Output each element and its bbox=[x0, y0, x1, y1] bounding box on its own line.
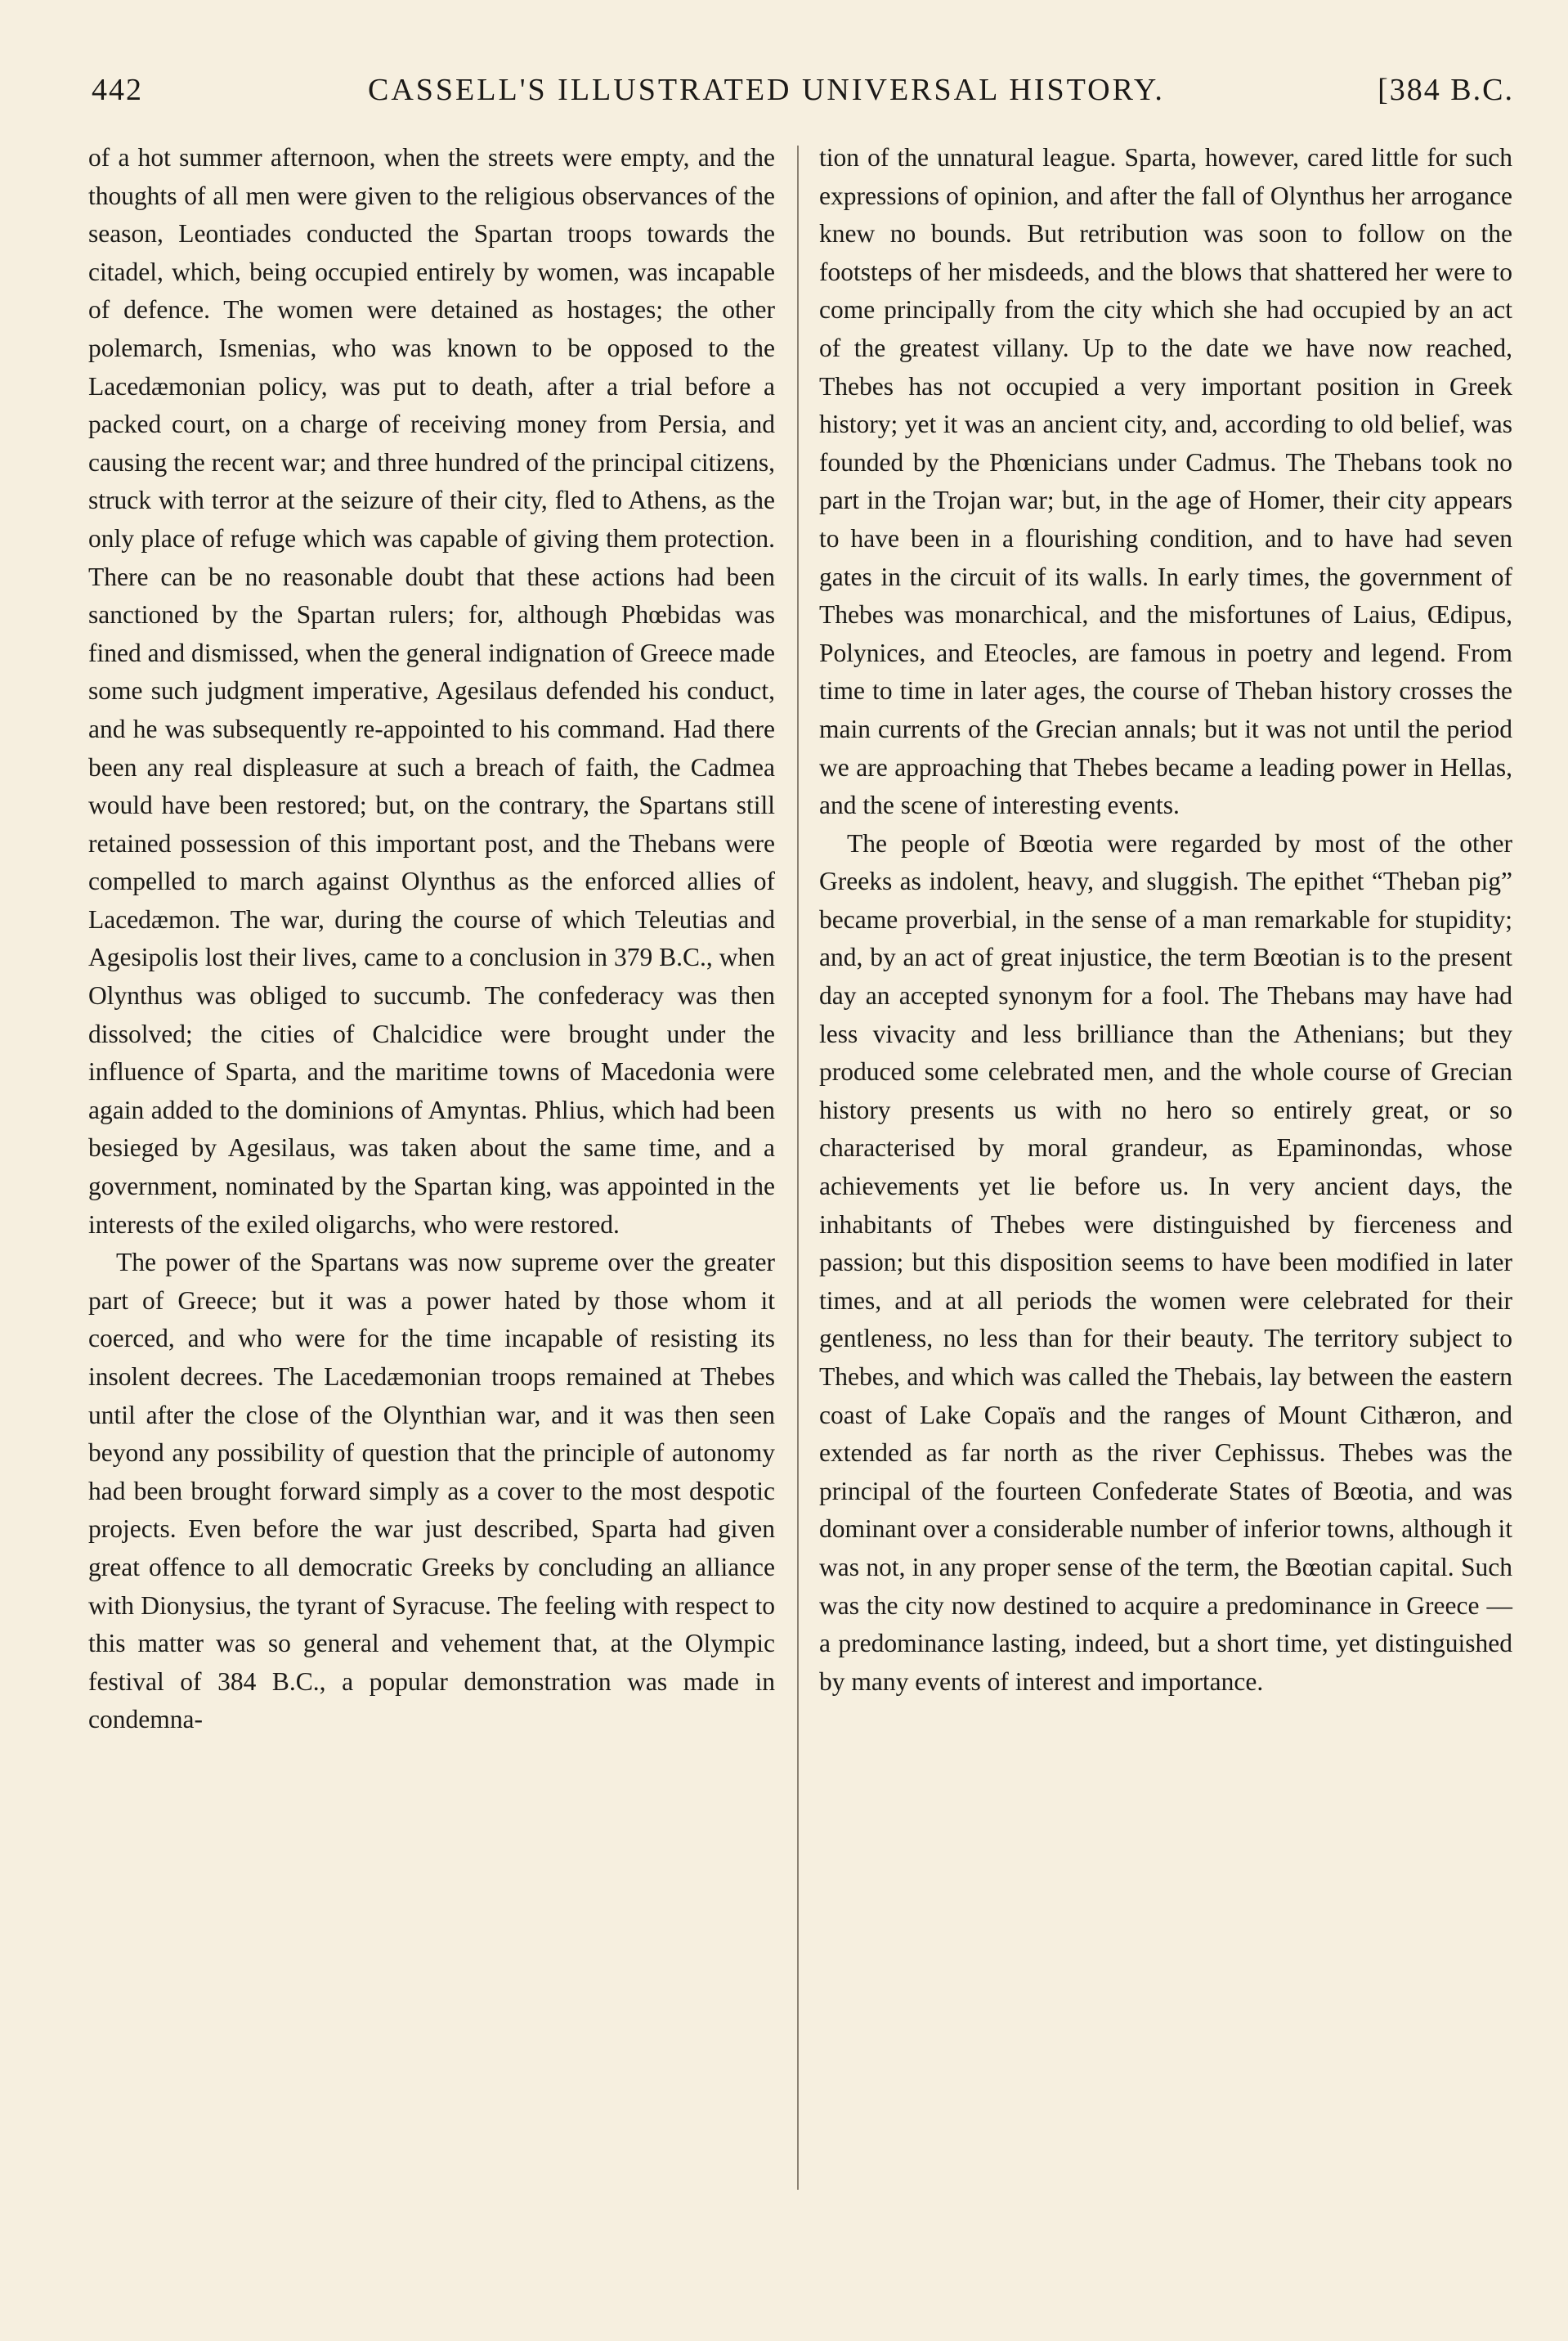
column-divider bbox=[797, 146, 799, 2190]
right-paragraph-2: The people of Bœotia were regarded by most of the other Greeks as indolent, heavy, and sluggish. The epithet “Theban pig” became proverbial, in the sense of a man remarkable for stupidity; and, by an act of great injustice, the term Bœotian is to the present day an accepted synonym for a fool. The Thebans may have had less vivacity and less brilliance than the Athenians; but they produced some celebrated men, and the whole course of Grecian history presents us with no hero so entirely great, or so characterised by moral grandeur, as Epaminondas, whose achievements yet lie before us. In very ancient days, the inhabitants of Thebes were distinguished by fierceness and passion; but this disposition seems to have been modified in later times, and at all periods the women were celebrated for their gentleness, no less than for their beauty. The territory subject to Thebes, and which was called the Thebais, lay between the eastern coast of Lake Copaïs and the ranges of Mount Cithæron, and extended as far north as the river Cephissus. Thebes was the principal of the fourteen Confederate States of Bœotia, and was dominant over a considerable number of inferior towns, although it was not, in any proper sense of the term, the Bœotian capital. Such was the city now destined to acquire a predominance in Greece —a predominance lasting, indeed, but a short time, yet distinguished by many events of interest and importance. bbox=[819, 828, 1512, 1696]
date-reference: [384 B.C. bbox=[1378, 73, 1514, 107]
right-paragraph-1: tion of the unnatural league. Sparta, however, cared little for such expressions of opinion, and after the fall of Olynthus her arrogance knew no bounds. But retribution was soon to follow on the footsteps of her misdeeds, and the blows that shattered her were to come principally from the city which she had occupied by an act of the greatest villany. Up to the date we have now reached, Thebes has not occupied a very important position in Greek history; yet it was an ancient city, and, according to old belief, was founded by the Phœnicians under Cadmus. The Thebans took no part in the Trojan war; but, in the age of Homer, their city appears to have been in a flourishing condition, and to have had seven gates in the circuit of its walls. In early times, the government of Thebes was monarchical, and the misfortunes of Laius, Œdipus, Polynices, and Eteocles, are famous in poetry and legend. From time to time in later ages, the course of Theban history crosses the main currents of the Grecian annals; but it was not until the period we are approaching that Thebes became a leading power in Hellas, and the scene of interesting events. bbox=[819, 143, 1512, 820]
left-paragraph-2: The power of the Spartans was now supreme over the greater part of Greece; but it was a power hated by those whom it coerced, and who were for the time incapable of resisting its insolent decrees. The Lacedæmonian troops remained at Thebes until after the close of the Olynthian war, and it was then seen beyond any possibility of question that the principle of autonomy had been brought forward simply as a cover to the most despotic projects. Even before the war just described, Sparta had given great offence to all democratic Greeks by concluding an alliance with Dionysius, the tyrant of Syracuse. The feeling with respect to this matter was so general and vehement that, at the Olympic festival of 384 B.C., a popular demonstration was made in condemna- bbox=[88, 1248, 775, 1734]
left-column bbox=[88, 139, 775, 1739]
right-column bbox=[819, 139, 1512, 1701]
page-number: 442 bbox=[92, 73, 143, 107]
running-header bbox=[92, 72, 1514, 121]
left-paragraph-1: of a hot summer afternoon, when the streets were empty, and the thoughts of all men were given to the religious observances of the season, Leontiades conducted the Spartan troops towards the citadel, which, being occupied entirely by women, was incapable of defence. The women were detained as hostages; the other polemarch, Ismenias, who was known to be opposed to the Lacedæmonian policy, was put to death, after a trial before a packed court, on a charge of receiving money from Persia, and causing the recent war; and three hundred of the principal citizens, struck with terror at the seizure of their city, fled to Athens, as the only place of refuge which was capable of giving them protection. There can be no reasonable doubt that these actions had been sanctioned by the Spartan rulers; for, although Phœbidas was fined and dismissed, when the general indignation of Greece made some such judgment imperative, Agesilaus defended his conduct, and he was subsequently re-appointed to his command. Had there been any real displeasure at such a breach of faith, the Cadmea would have been restored; but, on the contrary, the Spartans still retained possession of this important post, and the Thebans were compelled to march against Olynthus as the enforced allies of Lacedæmon. The war, during the course of which Teleutias and Agesipolis lost their lives, came to a conclusion in 379 B.C., when Olynthus was obliged to succumb. The confederacy was then dissolved; the cities of Chalcidice were brought under the influence of Sparta, and the maritime towns of Macedonia were again added to the dominions of Amyntas. Phlius, which had been besieged by Agesilaus, was taken about the same time, and a government, nominated by the Spartan king, was appointed in the interests of the exiled oligarchs, who were restored. bbox=[88, 143, 775, 1239]
running-title: CASSELL'S ILLUSTRATED UNIVERSAL HISTORY. bbox=[368, 73, 1165, 107]
